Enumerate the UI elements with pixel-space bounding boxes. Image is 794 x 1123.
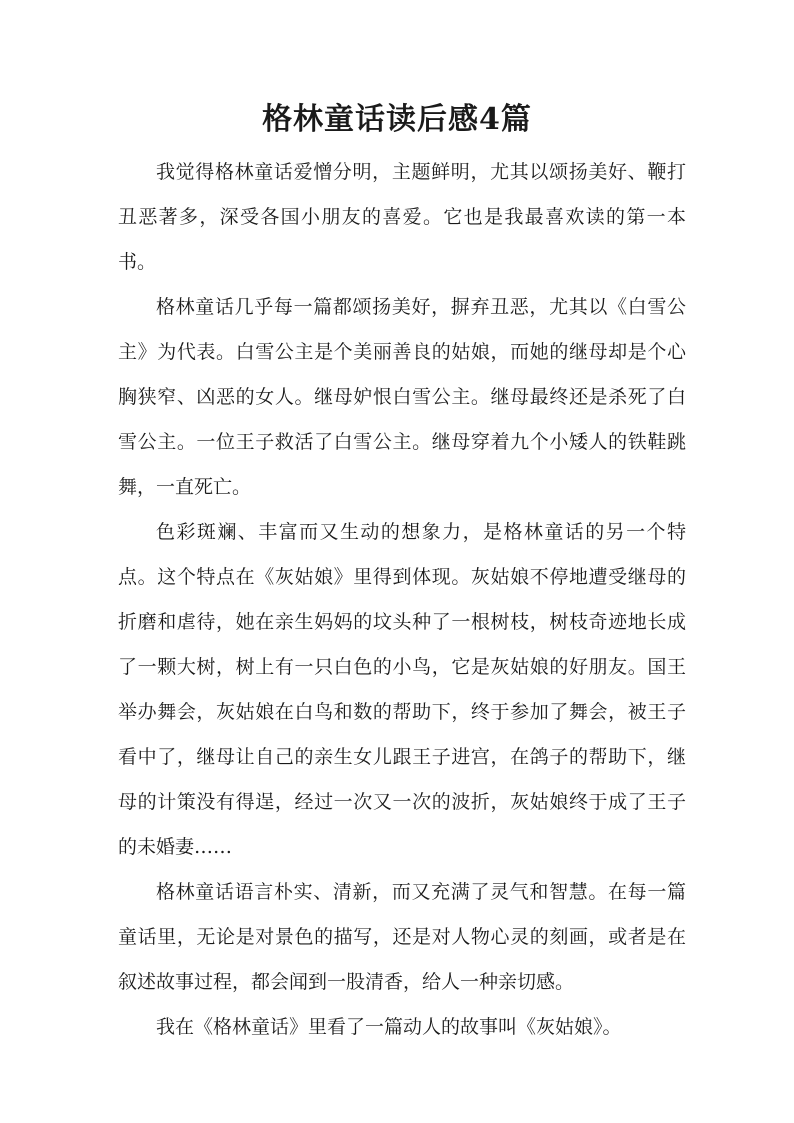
document-title: 格林童话读后感4篇 bbox=[262, 102, 532, 137]
paragraph: 我觉得格林童话爱憎分明，主题鲜明，尤其以颂扬美好、鞭打丑恶著多，深受各国小朋友的喜爱。它也是我最喜欢读的第一本书。 bbox=[118, 161, 686, 273]
paragraph: 色彩斑斓、丰富而又生动的想象力，是格林童话的另一个特点。这个特点在《灰姑娘》里得到体现。灰姑娘不停地遭受继母的折磨和虐待，她在亲生妈妈的坟头种了一根树枝，树枝奇迹地长成了一颗大树，树上有一只白色的小鸟，它是灰姑娘的好朋友。国王举办舞会，灰姑娘在白鸟和数的帮助下，终于参加了舞会，被王子看中了，继母让自己的亲生女儿跟王子进宫，在鸽子的帮助下，继母的计策没有得逞，经过一次又一次的波折，灰姑娘终于成了王子的未婚妻…… bbox=[118, 521, 686, 858]
paragraph: 格林童话几乎每一篇都颂扬美好，摒弃丑恶，尤其以《白雪公主》为代表。白雪公主是个美丽善良的姑娘，而她的继母却是个心胸狭窄、凶恶的女人。继母妒恨白雪公主。继母最终还是杀死了白雪公主。一位王子救活了白雪公主。继母穿着九个小矮人的铁鞋跳舞，一直死亡。 bbox=[118, 296, 686, 498]
paragraph: 格林童话语言朴实、清新，而又充满了灵气和智慧。在每一篇童话里，无论是对景色的描写，还是对人物心灵的刻画，或者是在叙述故事过程，都会闻到一股清香，给人一种亲切感。 bbox=[118, 881, 686, 993]
paragraph: 我在《格林童话》里看了一篇动人的故事叫《灰姑娘》。 bbox=[156, 1016, 622, 1038]
document-body bbox=[118, 150, 686, 1050]
